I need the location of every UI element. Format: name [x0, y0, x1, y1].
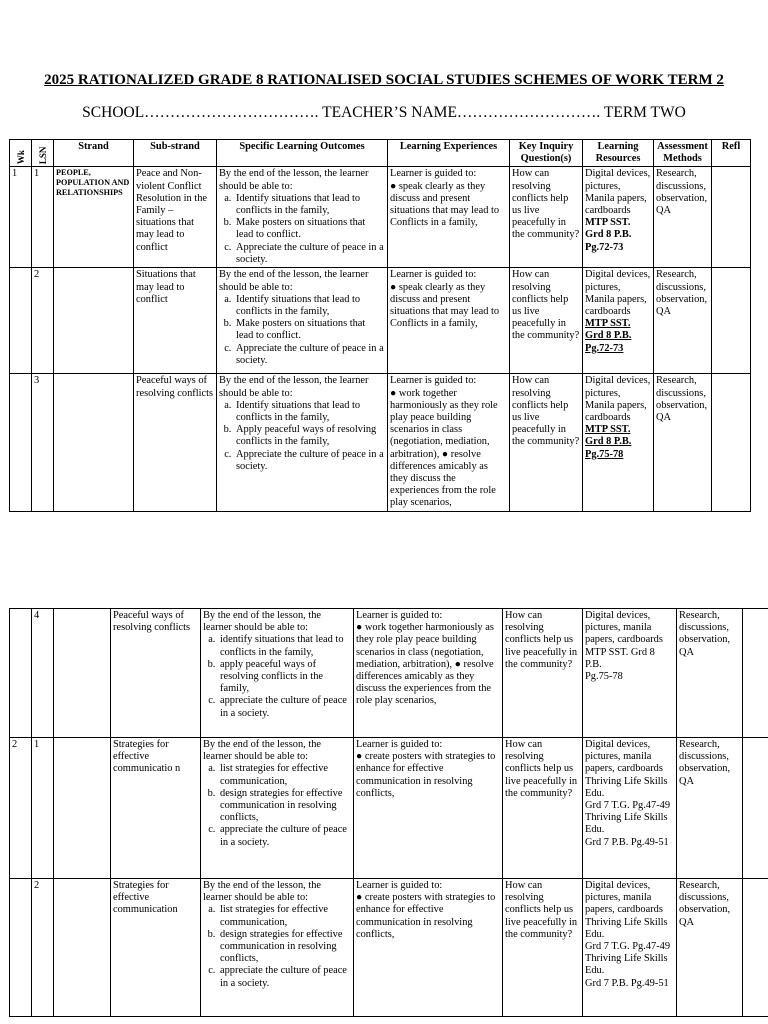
assessment-cell: Research, discussions, observation, QA — [654, 167, 712, 268]
outcomes-intro: By the end of the lesson, the learner should be able to: — [203, 610, 322, 634]
outcome-item: c. appreciate the culture of peace in a society. — [218, 824, 351, 848]
outcomes-cell — [217, 167, 388, 268]
experiences-cell: Learner is guided to: ● work together harmoniously as they role play peace building scenarios in class (negotiation, mediation, arbitration), ● resolve differences amicably as they discuss the experiences from the role play scenarios, — [354, 609, 503, 738]
strand-cell — [54, 738, 111, 879]
col-header-substrand: Sub-strand — [134, 140, 217, 167]
outcomes-intro: By the end of the lesson, the learner should be able to: — [203, 739, 322, 763]
inquiry-question-cell: How can resolving conflicts help us live peacefully in the community? — [510, 268, 583, 374]
lesson-cell: 1 — [32, 167, 54, 268]
outcome-item: b. Make posters on situations that lead to conflict. — [234, 318, 385, 342]
lesson-cell: 4 — [32, 609, 54, 738]
assessment-cell: Research, discussions, observation, QA — [677, 738, 743, 879]
outcome-item: c. appreciate the culture of peace in a society. — [218, 695, 351, 719]
col-header-am: Assessment Methods — [654, 140, 712, 167]
week-cell: 1 — [10, 167, 32, 268]
resources-text: Digital devices, pictures, manila papers, cardboards Thriving Life Skills Edu. Grd 7 T.G. Pg.47-49 Thriving Life Skills Edu. Grd 7 P.B. Pg.49-51 — [585, 880, 671, 989]
outcome-item: a. Identify situations that lead to conflicts in the family, — [234, 193, 385, 217]
outcomes-intro: By the end of the lesson, the learner should be able to: — [219, 168, 369, 192]
reflection-cell — [712, 268, 751, 374]
strand-cell — [54, 268, 134, 374]
outcomes-cell — [201, 879, 354, 1017]
col-header-kiq: Key Inquiry Question(s) — [510, 140, 583, 167]
resources-cell — [583, 374, 654, 511]
outcomes-list — [203, 634, 351, 719]
outcomes-list — [219, 400, 385, 473]
outcomes-list — [203, 904, 351, 989]
table-row — [10, 268, 751, 374]
reflection-cell — [743, 879, 768, 1017]
assessment-cell: Research, discussions, observation, QA — [677, 609, 743, 738]
document-title: 2025 RATIONALIZED GRADE 8 RATIONALISED SOCIAL STUDIES SCHEMES OF WORK TERM 2 — [44, 72, 724, 88]
experiences-cell: Learner is guided to: ● create posters with strategies to enhance for effective communication in resolving conflicts, — [354, 738, 503, 879]
experiences-cell: Learner is guided to: ● work together harmoniously as they role play peace building scenarios in class (negotiation, mediation, arbitration), ● resolve differences amicably as they discuss the experiences from the role play scenarios, — [388, 374, 510, 511]
resources-text: Digital devices, pictures, Manila papers, cardboards — [585, 375, 651, 424]
week-cell — [10, 374, 32, 511]
document-subtitle: SCHOOL……………………………. TEACHER’S NAME………………………. TERM TWO — [82, 104, 686, 121]
inquiry-question-cell: How can resolving conflicts help us live peacefully in the community? — [510, 374, 583, 511]
scheme-table-page-1 — [9, 139, 751, 512]
resources-text: Digital devices, pictures, Manila papers, cardboards — [585, 269, 651, 318]
table-row — [10, 738, 768, 879]
outcome-item: a. Identify situations that lead to conflicts in the family, — [234, 294, 385, 318]
substrand-cell: Peace and Non- violent Conflict Resolution in the Family – situations that may lead to conflict — [134, 167, 217, 268]
lesson-cell: 2 — [32, 268, 54, 374]
substrand-cell: Peaceful ways of resolving conflicts — [134, 374, 217, 511]
assessment-cell: Research, discussions, observation, QA — [654, 268, 712, 374]
table-row — [10, 167, 751, 268]
week-cell: 2 — [10, 738, 32, 879]
resources-cell — [583, 268, 654, 374]
experiences-cell: Learner is guided to: ● create posters with strategies to enhance for effective communication in resolving conflicts, — [354, 879, 503, 1017]
resources-text: Digital devices, pictures, Manila papers, cardboards — [585, 168, 651, 217]
lesson-cell: 2 — [32, 879, 54, 1017]
week-cell — [10, 879, 32, 1017]
inquiry-question-cell: How can resolving conflicts help us live peacefully in the community? — [503, 738, 583, 879]
week-cell — [10, 268, 32, 374]
outcomes-intro: By the end of the lesson, the learner should be able to: — [203, 880, 322, 904]
header-row — [10, 140, 751, 167]
outcomes-cell — [201, 738, 354, 879]
outcome-item: b. apply peaceful ways of resolving conflicts in the family, — [218, 659, 351, 696]
substrand-cell: Strategies for effective communicatio n — [111, 738, 201, 879]
reflection-cell — [712, 167, 751, 268]
resources-cell — [583, 879, 677, 1017]
resources-reference: MTP SST. Grd 8 P.B. Pg.72-73 — [585, 217, 632, 253]
outcome-item: b. design strategies for effective communication in resolving conflicts, — [218, 788, 351, 825]
col-header-refl: Refl — [712, 140, 751, 167]
resources-cell — [583, 167, 654, 268]
scheme-table-page-2 — [9, 608, 768, 1017]
outcomes-list — [219, 294, 385, 367]
table-row — [10, 879, 768, 1017]
table-row — [10, 609, 768, 738]
col-header-lr: Learning Resources — [583, 140, 654, 167]
resources-cell — [583, 609, 677, 738]
outcomes-cell — [217, 268, 388, 374]
resources-reference: MTP SST. Grd 8 P.B. Pg.72-73 — [585, 318, 632, 354]
reflection-cell — [743, 609, 768, 738]
lesson-cell: 3 — [32, 374, 54, 511]
experiences-cell: Learner is guided to: ● speak clearly as they discuss and present situations that may lead to Conflicts in a family, — [388, 268, 510, 374]
experiences-cell: Learner is guided to: ● speak clearly as they discuss and present situations that may lead to Conflicts in a family, — [388, 167, 510, 268]
assessment-cell: Research, discussions, observation, QA — [654, 374, 712, 511]
assessment-cell: Research, discussions, observation, QA — [677, 879, 743, 1017]
substrand-cell: Peaceful ways of resolving conflicts — [111, 609, 201, 738]
outcome-item: b. Make posters on situations that lead to conflict. — [234, 217, 385, 241]
outcomes-cell — [201, 609, 354, 738]
col-header-strand: Strand — [54, 140, 134, 167]
col-header-lsn: LSN — [32, 140, 54, 167]
outcome-item: c. Appreciate the culture of peace in a society. — [234, 343, 385, 367]
outcome-item: a. identify situations that lead to conflicts in the family, — [218, 634, 351, 658]
lesson-cell: 1 — [32, 738, 54, 879]
strand-cell — [54, 609, 111, 738]
outcome-item: a. list strategies for effective communication, — [218, 904, 351, 928]
inquiry-question-cell: How can resolving conflicts help us live peacefully in the community? — [510, 167, 583, 268]
outcomes-list — [219, 193, 385, 266]
inquiry-question-cell: How can resolving conflicts help us live peacefully in the community? — [503, 609, 583, 738]
outcome-item: c. Appreciate the culture of peace in a society. — [234, 449, 385, 473]
reflection-cell — [743, 738, 768, 879]
outcomes-list — [203, 763, 351, 848]
outcomes-cell — [217, 374, 388, 511]
resources-reference: MTP SST. Grd 8 P.B. Pg.75-78 — [585, 424, 632, 460]
strand-text: PEOPLE, POPULATION AND RELATIONSHIPS — [56, 168, 130, 197]
resources-text: Digital devices, pictures, manila papers, cardboards Thriving Life Skills Edu. Grd 7 T.G. Pg.47-49 Thriving Life Skills Edu. Grd 7 P.B. Pg.49-51 — [585, 739, 671, 848]
outcome-item: b. Apply peaceful ways of resolving conflicts in the family, — [234, 424, 385, 448]
strand-cell — [54, 879, 111, 1017]
outcome-item: a. Identify situations that lead to conflicts in the family, — [234, 400, 385, 424]
resources-cell — [583, 738, 677, 879]
strand-cell — [54, 374, 134, 511]
outcome-item: b. design strategies for effective communication in resolving conflicts, — [218, 929, 351, 966]
inquiry-question-cell: How can resolving conflicts help us live peacefully in the community? — [503, 879, 583, 1017]
outcome-item: c. appreciate the culture of peace in a society. — [218, 965, 351, 989]
substrand-cell: Strategies for effective communication — [111, 879, 201, 1017]
outcome-item: a. list strategies for effective communication, — [218, 763, 351, 787]
outcomes-intro: By the end of the lesson, the learner should be able to: — [219, 269, 369, 293]
outcomes-intro: By the end of the lesson, the learner should be able to: — [219, 375, 369, 399]
col-header-le: Learning Experiences — [388, 140, 510, 167]
table-row — [10, 374, 751, 511]
strand-cell — [54, 167, 134, 268]
resources-text: Digital devices, pictures, manila papers, cardboards MTP SST. Grd 8 P.B. Pg.75-78 — [585, 610, 663, 683]
col-header-wk: Wk — [10, 140, 32, 167]
col-header-slo: Specific Learning Outcomes — [217, 140, 388, 167]
week-cell — [10, 609, 32, 738]
reflection-cell — [712, 374, 751, 511]
outcome-item: c. Appreciate the culture of peace in a society. — [234, 242, 385, 266]
substrand-cell: Situations that may lead to conflict — [134, 268, 217, 374]
